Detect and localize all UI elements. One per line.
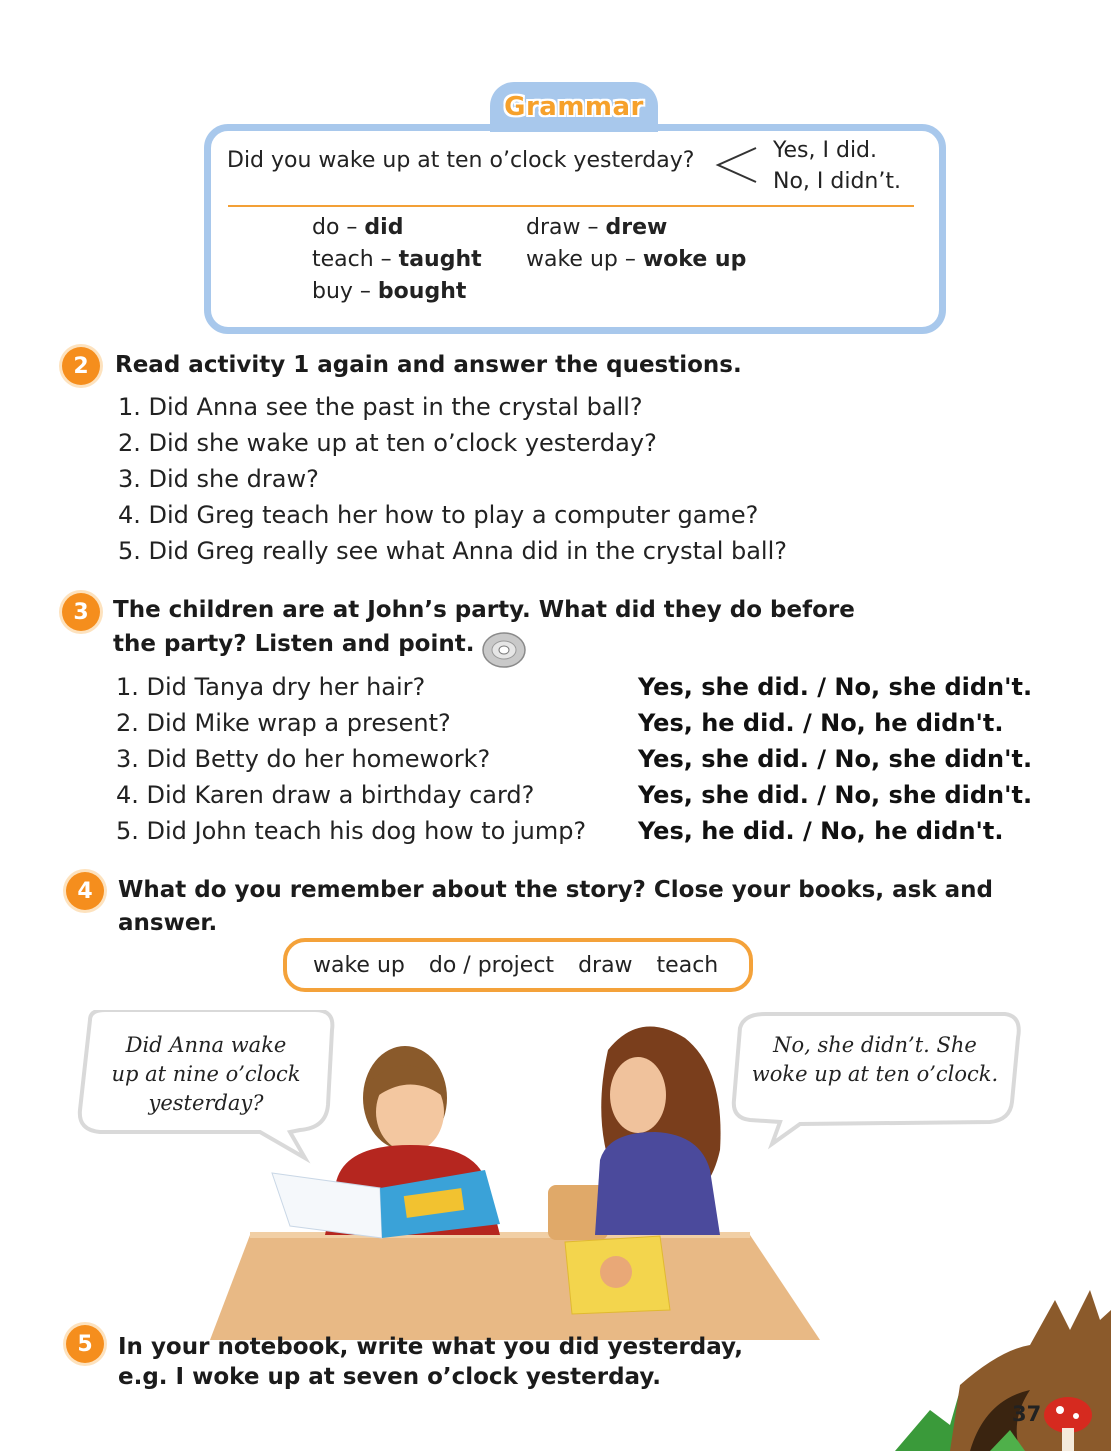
grammar-question: Did you wake up at ten o’clock yesterday? [227,148,695,173]
question-item: 1. Did Tanya dry her hair? [116,673,426,701]
question-item: 1. Did Anna see the past in the crystal ball? [118,393,643,421]
verb-pair: teach – taught [312,247,482,272]
question-item: 4. Did Greg teach her how to play a computer game? [118,501,759,529]
speech-text-left: Did Anna wake up at nine o’clock yesterday? [111,1033,301,1115]
question-item: 3. Did she draw? [118,465,319,493]
audio-cd-icon[interactable] [481,629,527,669]
answer-choice: Yes, she did. / No, she didn't. [638,781,1033,809]
question-item: 3. Did Betty do her homework? [116,745,491,773]
word-chip: wake up [313,952,405,978]
question-item: 5. Did John teach his dog how to jump? [116,817,587,845]
question-item: 2. Did Mike wrap a present? [116,709,451,737]
exercise-3-title-line1: The children are at John’s party. What did they do before [113,597,855,623]
exercise-5-title-line1: In your notebook, write what you did yesterday, [118,1334,743,1360]
question-item: 4. Did Karen draw a birthday card? [116,781,535,809]
grammar-answer-yes: Yes, I did. [773,138,878,163]
page-number: 37 [1012,1402,1042,1426]
answer-bracket-icon [712,142,760,188]
word-box [283,938,753,992]
exercise-2-title: Read activity 1 again and answer the questions. [115,352,742,378]
verb-pair: do – did [312,215,404,240]
question-item: 2. Did she wake up at ten o’clock yesterday? [118,429,657,457]
exercise-4-title-line2: answer. [118,910,218,936]
girl-face [610,1057,666,1133]
exercise-number-badge: 2 [62,347,100,385]
verb-pair: buy – bought [312,279,467,304]
grammar-divider [228,205,914,207]
grammar-tab-label: Grammar [504,92,644,122]
tree-stump-decoration [890,1290,1111,1451]
exercise-number-badge: 3 [62,593,100,631]
grammar-tab [490,82,658,132]
exercise-4-title-line1: What do you remember about the story? Close your books, ask and [118,877,993,903]
word-chip: teach [656,952,719,978]
exercise-3-title-line2: the party? Listen and point. [113,631,475,657]
answer-choice: Yes, he did. / No, he didn't. [638,817,1004,845]
answer-choice: Yes, he did. / No, he didn't. [638,709,1004,737]
verb-pair: draw – drew [526,215,668,240]
exercise-5-title-line2: e.g. I woke up at seven o’clock yesterday. [118,1364,661,1390]
answer-choice: Yes, she did. / No, she didn't. [638,745,1033,773]
speech-text-right: No, she didn’t. She woke up at ten o’clock. [751,1033,999,1086]
table [210,1235,820,1340]
question-item: 5. Did Greg really see what Anna did in the crystal ball? [118,537,787,565]
word-chip: do / project [428,952,555,978]
word-chip: draw [578,952,633,978]
grammar-answer-no: No, I didn’t. [773,169,901,194]
exercise-number-badge: 5 [66,1325,104,1363]
verb-pair: wake up – woke up [526,247,747,272]
answer-choice: Yes, she did. / No, she didn't. [638,673,1033,701]
exercise-number-badge: 4 [66,872,104,910]
